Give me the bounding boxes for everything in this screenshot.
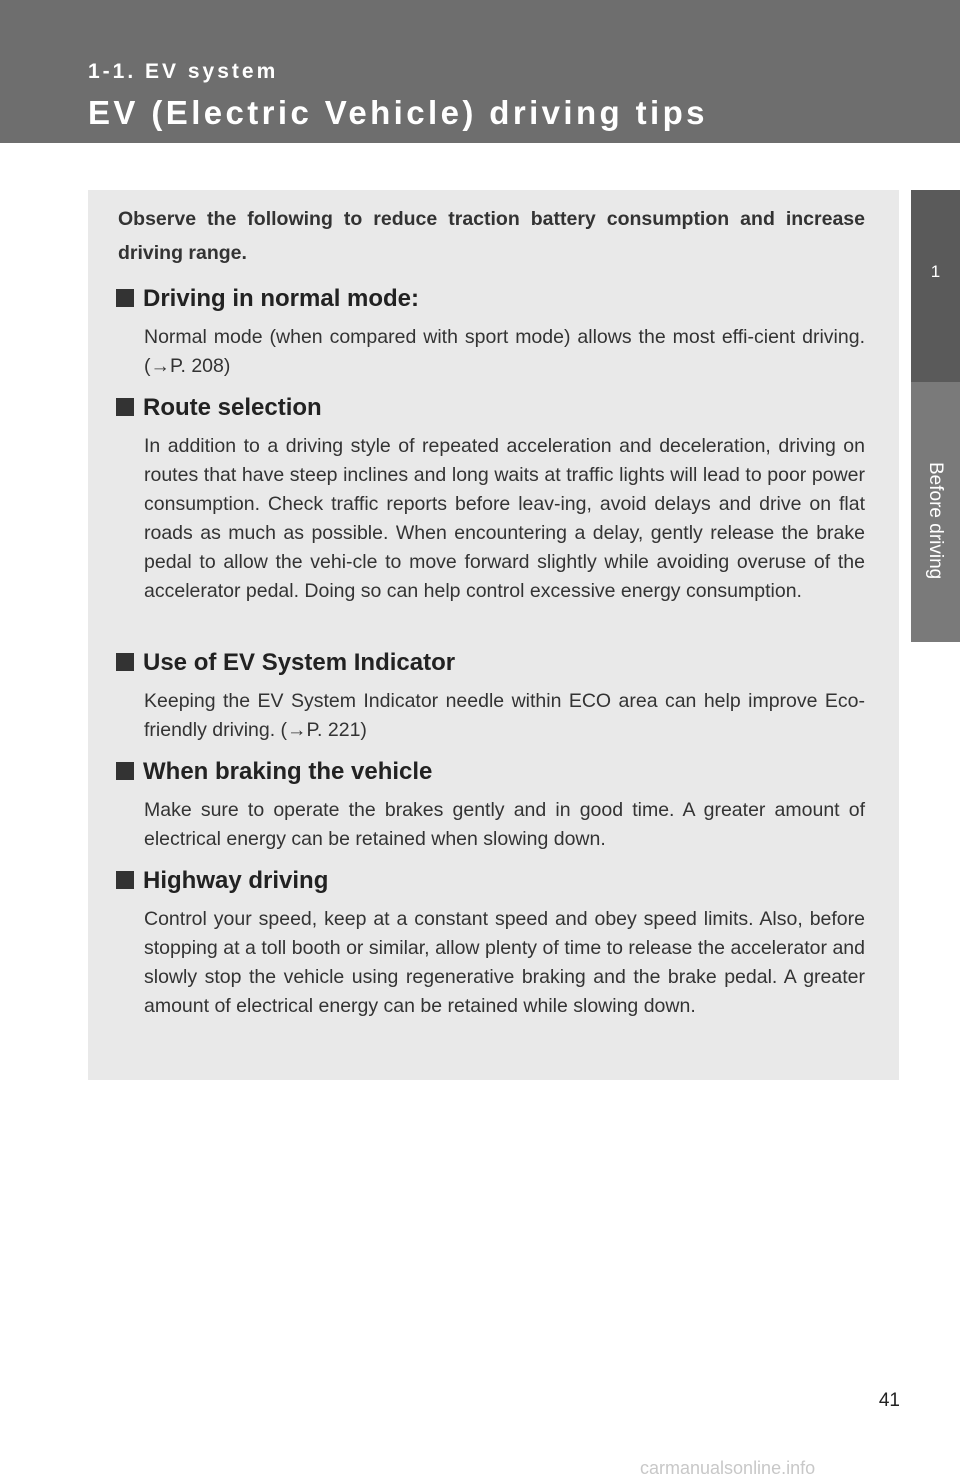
para-braking: Make sure to operate the brakes gently and in good time. A greater amount of electrical energy can be retained when slowing down. bbox=[144, 799, 865, 850]
heading-ev-indicator bbox=[116, 649, 455, 677]
heading-text: Use of EV System Indicator bbox=[143, 649, 456, 676]
chapter-tab-number-block bbox=[911, 190, 960, 382]
heading-braking bbox=[116, 758, 432, 786]
para-normal-mode: Normal mode (when compared with sport mode) allows the most effi-cient driving. (→P. 208) bbox=[144, 326, 865, 377]
page-title: EV (Electric Vehicle) driving tips bbox=[88, 94, 708, 131]
bullet-square-icon bbox=[116, 871, 134, 889]
bullet-square-icon bbox=[116, 762, 134, 780]
chapter-tab-number: 1 bbox=[930, 262, 941, 281]
para-route-selection: In addition to a driving style of repeated acceleration and deceleration, driving on routes that have steep inclines and long waits at traffic lights will lead to poor power consumption. Check traffic reports before leav-ing, avoid delays and drive on flat roads as much as possible. When encountering a delay, gently release the brake pedal to allow the vehi-cle to move forward slightly while avoiding overuse of the accelerator pedal. Doing so can help control excessive energy consumption. bbox=[144, 435, 865, 602]
heading-text: Route selection bbox=[143, 394, 322, 421]
watermark: carmanualsonline.info bbox=[640, 1458, 816, 1478]
intro-text: Observe the following to reduce traction battery consumption and increase driving range. bbox=[118, 208, 865, 264]
heading-text: Driving in normal mode: bbox=[143, 285, 420, 312]
chapter-tab-label: Before driving bbox=[925, 462, 946, 580]
heading-route-selection bbox=[116, 394, 322, 422]
heading-normal-mode bbox=[116, 285, 419, 313]
page-number: 41 bbox=[878, 1390, 900, 1411]
bullet-square-icon bbox=[116, 653, 134, 671]
heading-highway bbox=[116, 867, 328, 895]
bullet-square-icon bbox=[116, 289, 134, 307]
bullet-square-icon bbox=[116, 398, 134, 416]
heading-text: When braking the vehicle bbox=[143, 758, 433, 785]
para-ev-indicator: Keeping the EV System Indicator needle within ECO area can help improve Eco-friendly driving. (→P. 221) bbox=[144, 690, 865, 741]
section-label: 1-1. EV system bbox=[88, 60, 279, 83]
para-highway: Control your speed, keep at a constant speed and obey speed limits. Also, before stopping at a toll booth or similar, allow plenty of time to release the accelerator and slowly stop the vehicle using regenerative braking and the brake pedal. A greater amount of electrical energy can be retained while slowing down. bbox=[144, 908, 865, 1017]
heading-text: Highway driving bbox=[143, 867, 329, 894]
